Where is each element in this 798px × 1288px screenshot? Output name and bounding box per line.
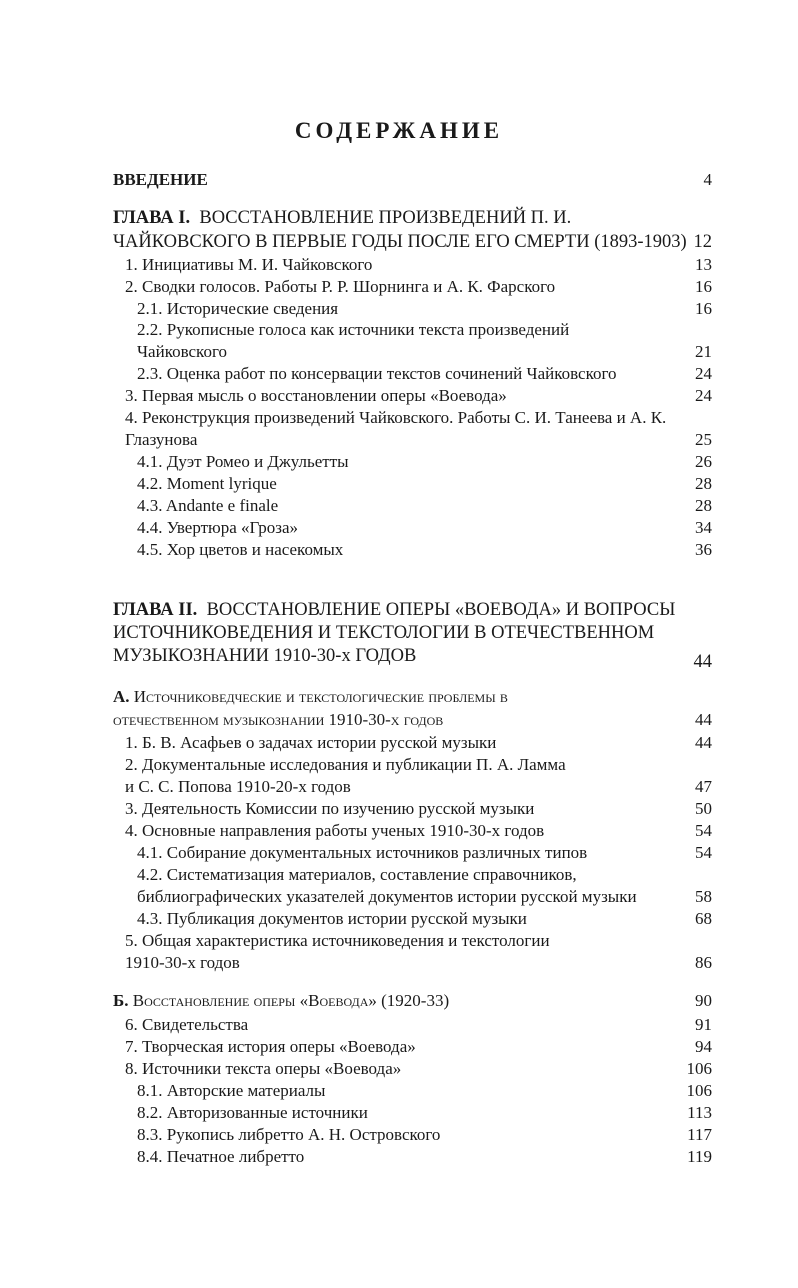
entry-text: 4. Основные направления работы ученых 1910-30-х годов: [125, 821, 545, 840]
part-prefix: Б.: [113, 991, 129, 1010]
entry-text: ВВЕДЕНИЕ: [113, 170, 208, 189]
chapter-title-cont: ЧАЙКОВСКОГО В ПЕРВЫЕ ГОДЫ ПОСЛЕ ЕГО СМЕРТИ (1893-1903): [113, 232, 687, 252]
part-prefix: А.: [113, 687, 130, 706]
toc-entry[interactable]: [0, 1080, 798, 1102]
entry-text: 2.1. Исторические сведения: [137, 299, 339, 318]
entry-text: 4.1. Собирание документальных источников различных типов: [137, 843, 588, 862]
toc-entry-cont[interactable]: [0, 886, 798, 908]
entry-text: 1. Б. В. Асафьев о задачах истории русской музыки: [125, 733, 497, 752]
entry-text: 6. Свидетельства: [125, 1015, 249, 1034]
toc-entry[interactable]: [0, 864, 798, 886]
entry-text: 8.4. Печатное либретто: [137, 1147, 305, 1166]
toc-entry[interactable]: [0, 842, 798, 864]
entry-text: 2.2. Рукописные голоса как источники текста произведений: [137, 320, 570, 339]
toc-entry[interactable]: [0, 363, 798, 385]
toc-entry[interactable]: [0, 298, 798, 320]
entry-text: 2. Сводки голосов. Работы Р. Р. Шорнинга и А. К. Фарского: [125, 277, 556, 296]
toc-entry[interactable]: [0, 1146, 798, 1168]
chapter-1-heading-cont[interactable]: [0, 231, 798, 253]
toc-entry-cont[interactable]: [0, 429, 798, 451]
entry-text: 4.5. Хор цветов и насекомых: [137, 540, 344, 559]
toc-entry-cont[interactable]: [0, 776, 798, 798]
entry-text: 4.2. Систематизация материалов, составление справочников,: [137, 865, 577, 884]
page-number: 54: [695, 821, 712, 840]
page-number: 86: [695, 953, 712, 972]
toc-entry[interactable]: [0, 1014, 798, 1036]
entry-text: 2.3. Оценка работ по консервации текстов сочинений Чайковского: [137, 364, 617, 383]
chapter-title: ВОССТАНОВЛЕНИЕ ПРОИЗВЕДЕНИЙ П. И.: [199, 208, 572, 228]
entry-text: библиографических указателей документов истории русской музыки: [137, 887, 637, 906]
part-title: Источниковедческие и текстологические проблемы в: [133, 687, 508, 706]
toc-entry[interactable]: [0, 1058, 798, 1080]
toc-entry[interactable]: [0, 517, 798, 539]
chapter-title-cont: МУЗЫКОЗНАНИИ 1910-30-х ГОДОВ: [113, 646, 417, 666]
toc-entry-cont[interactable]: [0, 341, 798, 363]
page-number: 58: [695, 887, 712, 906]
page-number: 91: [695, 1015, 712, 1034]
toc-entry[interactable]: [0, 1124, 798, 1146]
toc-entry[interactable]: [0, 495, 798, 517]
entry-text: 2. Документальные исследования и публикации П. А. Ламма: [125, 755, 566, 774]
entry-text: и С. С. Попова 1910-20-х годов: [125, 777, 351, 796]
entry-text: 8.1. Авторские материалы: [137, 1081, 326, 1100]
toc-entry-intro[interactable]: [0, 169, 798, 191]
entry-text: 4.1. Дуэт Ромео и Джульетты: [137, 452, 349, 471]
page-number: 24: [695, 386, 712, 405]
page-number: 44: [693, 652, 712, 672]
part-a-heading-cont[interactable]: [0, 709, 798, 731]
page-number: 16: [695, 299, 712, 318]
page-number: 34: [695, 518, 712, 537]
toc-entry[interactable]: [0, 385, 798, 407]
chapter-2-heading[interactable]: [0, 599, 798, 621]
entry-text: 4.3. Andante e finale: [137, 496, 279, 515]
page-number: 113: [687, 1103, 712, 1122]
page-number: 4: [703, 170, 712, 189]
toc-entry[interactable]: [0, 732, 798, 754]
entry-text: 7. Творческая история оперы «Воевода»: [125, 1037, 416, 1056]
part-a-heading[interactable]: [0, 686, 798, 708]
toc-entry[interactable]: [0, 798, 798, 820]
page-number: 28: [695, 496, 712, 515]
entry-text: 3. Деятельность Комиссии по изучению русской музыки: [125, 799, 535, 818]
page-number: 106: [686, 1081, 712, 1100]
chapter-title: ВОССТАНОВЛЕНИЕ ОПЕРЫ «ВОЕВОДА» И ВОПРОСЫ: [206, 600, 676, 620]
page-number: 21: [695, 342, 712, 361]
entry-text: Глазунова: [125, 430, 198, 449]
page-number: 119: [687, 1147, 712, 1166]
toc-entry[interactable]: [0, 276, 798, 298]
chapter-2-heading-cont[interactable]: [0, 622, 798, 644]
page-number: 50: [695, 799, 712, 818]
page-number: 54: [695, 843, 712, 862]
chapter-2-heading-cont[interactable]: [0, 645, 798, 672]
entry-text: 4.2. Moment lyrique: [137, 474, 277, 493]
toc-entry[interactable]: [0, 930, 798, 952]
page-number: 47: [695, 777, 712, 796]
entry-text: 4.3. Публикация документов истории русской музыки: [137, 909, 527, 928]
entry-text: 5. Общая характеристика источниковедения и текстологии: [125, 931, 550, 950]
page-number: 94: [695, 1037, 712, 1056]
entry-text: 8.3. Рукопись либретто А. Н. Островского: [137, 1125, 441, 1144]
part-title: Восстановление оперы «Воевода» (1920-33): [132, 991, 450, 1010]
page-number: 68: [695, 909, 712, 928]
part-title-cont: отечественном музыкознании 1910-30-х годов: [113, 710, 444, 729]
page-number: 16: [695, 277, 712, 296]
page-number: 106: [686, 1059, 712, 1078]
page-number: 12: [693, 232, 712, 252]
chapter-1-heading[interactable]: [0, 207, 798, 229]
page-number: 44: [695, 710, 712, 729]
chapter-title-cont: ИСТОЧНИКОВЕДЕНИЯ И ТЕКСТОЛОГИИ В ОТЕЧЕСТВЕННОМ: [113, 623, 655, 643]
entry-text: 4. Реконструкция произведений Чайковского. Работы С. И. Танеева и А. К.: [125, 408, 667, 427]
toc-entry[interactable]: [0, 451, 798, 473]
page-number: 44: [695, 733, 712, 752]
entry-text: 1. Инициативы М. И. Чайковского: [125, 255, 373, 274]
page-number: 90: [695, 991, 712, 1010]
chapter-prefix: ГЛАВА I.: [113, 208, 191, 228]
entry-text: 4.4. Увертюра «Гроза»: [137, 518, 299, 537]
page-number: 36: [695, 540, 712, 559]
page-number: 28: [695, 474, 712, 493]
entry-text: 8.2. Авторизованные источники: [137, 1103, 368, 1122]
part-b-heading[interactable]: [0, 990, 798, 1012]
entry-text: 3. Первая мысль о восстановлении оперы «Воевода»: [125, 386, 507, 405]
toc-entry-cont[interactable]: [0, 952, 798, 974]
toc-entry[interactable]: [0, 254, 798, 276]
page-number: 24: [695, 364, 712, 383]
page-number: 117: [687, 1125, 712, 1144]
page-number: 26: [695, 452, 712, 471]
toc-entry[interactable]: [0, 473, 798, 495]
toc-entry[interactable]: [0, 1102, 798, 1124]
page-number: 25: [695, 430, 712, 449]
entry-text: 8. Источники текста оперы «Воевода»: [125, 1059, 402, 1078]
toc-entry[interactable]: [0, 908, 798, 930]
chapter-prefix: ГЛАВА II.: [113, 600, 198, 620]
toc-entry[interactable]: [0, 407, 798, 429]
toc-entry[interactable]: [0, 539, 798, 561]
toc-entry[interactable]: [0, 754, 798, 776]
entry-text: Чайковского: [137, 342, 228, 361]
page-title: СОДЕРЖАНИЕ: [294, 118, 504, 143]
page-number: 13: [695, 255, 712, 274]
toc-entry[interactable]: [0, 1036, 798, 1058]
toc-entry[interactable]: [0, 319, 798, 341]
entry-text: 1910-30-х годов: [125, 953, 240, 972]
toc-entry[interactable]: [0, 820, 798, 842]
